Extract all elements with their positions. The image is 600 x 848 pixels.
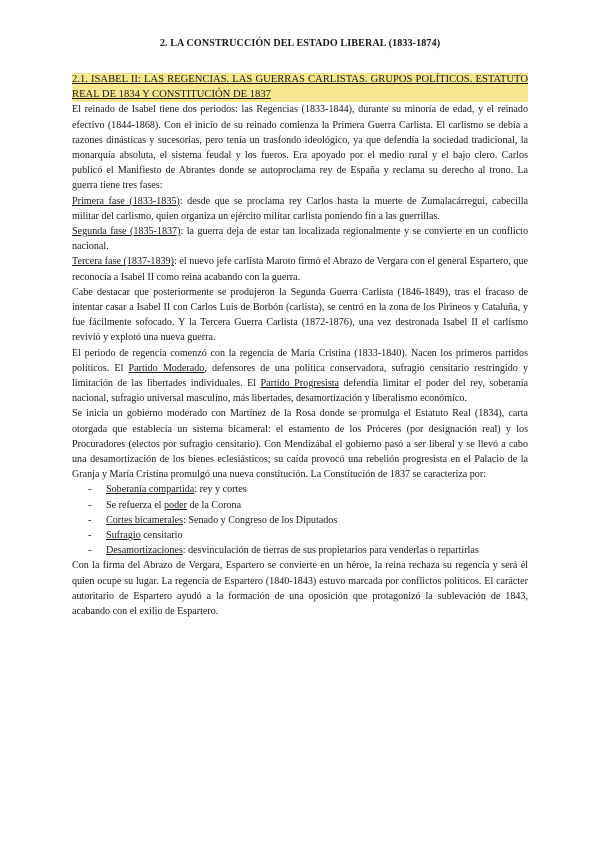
list-item [88,528,528,543]
document-page [72,36,528,619]
list-dash: - [88,530,92,542]
item-term: Sufragio [106,530,141,542]
phase-3-label: Tercera fase (1837-1839) [72,256,174,268]
item-rest: censitario [140,530,183,542]
parties-text-1: El periodo de regencia comenzó con la regencia de María Cristina (1833-1840). Nacen los primeros partidos políticos. El [72,347,528,374]
phase-1-label: Primera fase (1833-1835) [72,195,180,207]
item-rest: : Senado y Congreso de los Diputados [183,514,338,526]
estatuto-paragraph: Se inicia un gobierno moderado con Martínez de la Rosa donde se promulga el Estatuto Real (1834), carta otorgada que establecía un sistema bicameral: el estamento de los Próceres (por designación real) y los Procuradores (electos por sufragio censitario). Con Mendizábal el gobierno pasó a ser liberal y se llevó a cabo una desamortización de los bienes eclesiásticos; su caída provocó una rebelión progresista en el Palacio de la Granja y María Cristina promulgó una nueva constitución. La Constitución de 1837 se caracteriza por: [72,408,528,481]
item-term: Soberanía compartida [106,484,195,496]
parties-text-3: defendía limitar el poder del rey, soberanía nacional, sufragio universal masculino, más libertades, desamortización y liberalismo económico. [72,378,528,405]
item-rest: : desvinculación de tierras de sus propietarios para venderlas o repartirlas [182,545,479,557]
intro-paragraph: El reinado de Isabel tiene dos periodos: las Regencias (1833-1844), durante su minoría de edad, y el reinado efectivo (1844-1868). Con el inicio de su reinado comienza la Primera Guerra Carlista. El carlismo se debía a razones dinásticas y sucesorias, pero tenía un trasfondo ideológico, ya que defendía la sociedad tradicional, la monarquía absoluta, el sistema feudal y los fueros. Era apoyado por el medio rural y el bajo clero. Carlos publicó el Manifiesto de Abrantes donde se autoproclama rey de España y reclama su derecho al trono. La guerra tiene tres fases: [72,104,528,192]
page-title: 2. LA CONSTRUCCIÓN DEL ESTADO LIBERAL (1833-1874) [159,38,441,49]
phase-2 [72,224,528,254]
section-heading: 2.1. ISABEL II: LAS REGENCIAS. LAS GUERRAS CARLISTAS. GRUPOS POLÍTICOS. ESTATUTO REAL DE 1834 Y CONSTITUCIÓN DE 1837 [72,73,528,102]
phase-1 [72,194,528,224]
constitution-characteristics-list [72,482,528,558]
phase-3-text: : el nuevo jefe carlista Maroto firmó el Abrazo de Vergara con el general Espartero, que reconocía a Isabel II como reina acabando con la guerra. [72,256,529,283]
list-item [88,513,528,528]
list-dash: - [88,545,92,557]
parties-paragraph [72,346,528,407]
item-prefix: Se refuerza el [106,499,164,511]
later-wars-paragraph: Cabe destacar que posteriormente se produjeron la Segunda Guerra Carlista (1846-1849), tras el fracaso de intentar casar a Isabel II con Carlos Luis de Borbón (carlista), se centró en la zona de los Pirineos y Cataluña, y fue fácilmente sofocado. Y la Tercera Guerra Carlista (1872-1876), una vez destronada Isabel II el carlismo revivió y explotó una nueva guerra. [72,286,528,344]
phase-3 [72,254,528,284]
partido-progresista: Partido Progresista [260,378,340,390]
list-item [88,498,528,513]
item-term: Desamortizaciones [106,545,183,557]
parties-text-2: , defensores de una política conservadora, sufragio censitario restringido y limitación de las libertades individuales. El [72,362,528,390]
item-term: Cortes bicamerales [106,514,184,526]
list-dash: - [88,484,92,496]
phase-2-text: : la guerra deja de estar tan localizada regionalmente y se convierte en un conflicto nacional. [72,226,528,253]
list-item [88,543,528,558]
phase-1-text: : desde que se proclama rey Carlos hasta la muerte de Zumalacárregui, cabecilla militar del carlismo, quien organiza un ejército militar carlista poniendo fin a las guerrillas. [72,195,528,222]
phase-2-label: Segunda fase (1835-1837) [72,226,181,238]
item-rest: de la Corona [186,499,242,511]
item-term: poder [164,499,187,511]
closing-paragraph: Con la firma del Abrazo de Vergara, Espartero se convierte en un héroe, la reina rechaza su regencia y será él quien ocupe su lugar. La regencia de Espartero (1840-1843) estuvo marcada por conflictos políticos. El carácter autoritario de Espartero ayudó a la formación de una oposición que protagonizó la sublevación de 1843, acabando con el exilio de Espartero. [72,560,528,618]
list-dash: - [88,514,92,526]
partido-moderado: Partido Moderado [128,362,205,374]
list-dash: - [88,499,92,511]
list-item [88,482,528,497]
item-rest: : rey y cortes [194,484,247,496]
